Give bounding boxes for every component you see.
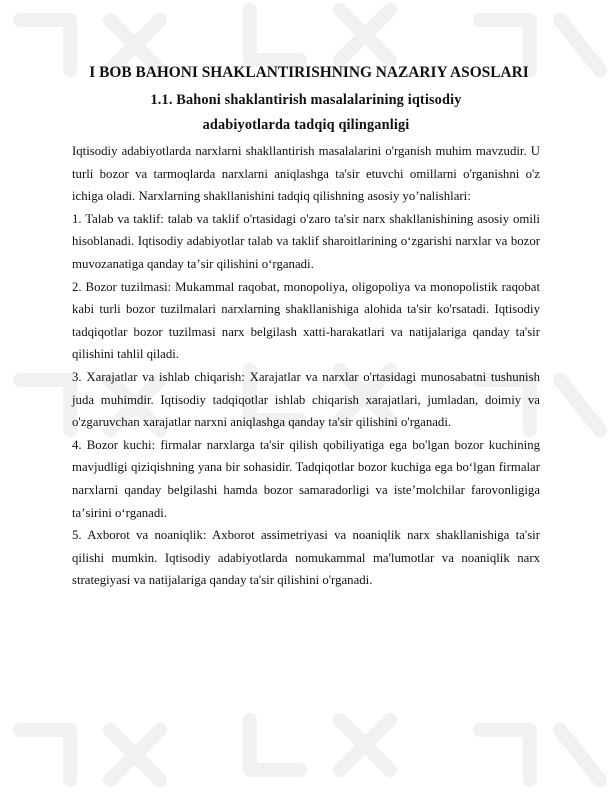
section-title-line-1: 1.1. Bahoni shaklantirish masalalarining iqtisodiy — [150, 92, 462, 108]
section-title-line-2: adabiyotlarda tadqiq qilinganligi — [202, 117, 410, 133]
paragraph-market-structure: 2. Bozor tuzilmasi: Mukammal raqobat, monopoliya, oligopoliya va monopolistik raqobat kabi turli bozor tuzilmalari narxlarning shakllanishiga alohida ta'sir ko'rsatadi. Iqtisodiy tadqiqotlar bozor tuzilmasi narx belgilash xatti-harakatlari va natijalariga qanday ta'sir qilishini tahlil qiladi. — [72, 279, 540, 362]
chapter-title: I BOB BAHONI SHAKLANTIRISHNING NAZARIY ASOSLARI — [89, 64, 529, 81]
document-page — [72, 62, 540, 592]
paragraph-information-uncertainty: 5. Axborot va noaniqlik: Axborot assimetriyasi va noaniqlik narx shakllanishiga ta'sir qilishi mumkin. Iqtisodiy adabiyotlarda nomukammal ma'lumotlar va noaniqlik narx strategiyasi va natijalariga qanday ta'sir qilishini o'rganadi. — [72, 528, 540, 588]
paragraph-market-power: 4. Bozor kuchi: firmalar narxlarga ta'sir qilish qobiliyatiga ega bo'lgan bozor kuchining mavjudligi qiziqishning yana bir sohasidir. Tadqiqotlar bozor kuchiga ega boʻlgan firmalar narxlarni qanday belgilashi hamda bozor samaradorligi va isteʼmolchilar farovonligiga taʼsirini oʻrganadi. — [72, 437, 540, 520]
intro-paragraph: Iqtisodiy adabiyotlarda narxlarni shakllantirish masalalarini o'rganish muhim mavzudir. U turli bozor va tarmoqlarda narxlarni aniqlashga ta'sir etuvchi omillarni o'rganishni o'z ichiga oladi. Narxlarning shakllanishini tadqiq qilishning asosiy yo’nalishlari: — [72, 144, 540, 204]
paragraph-demand-supply: 1. Talab va taklif: talab va taklif o'rtasidagi o'zaro ta'sir narx shakllanishining asosiy omili hisoblanadi. Iqtisodiy adabiyotlar talab va taklif sharoitlarining oʻzgarishi narxlar va bozor muvozanatiga qanday taʼsir qilishini oʻrganadi. — [72, 211, 540, 271]
paragraph-costs-production: 3. Xarajatlar va ishlab chiqarish: Xarajatlar va narxlar o'rtasidagi munosabatni tushunish juda muhimdir. Iqtisodiy tadqiqotlar ishlab chiqarish xarajatlari, jumladan, doimiy va o'zgaruvchan xarajatlar narxni aniqlashga qanday ta'sir qilishini o'rganadi. — [72, 369, 540, 430]
